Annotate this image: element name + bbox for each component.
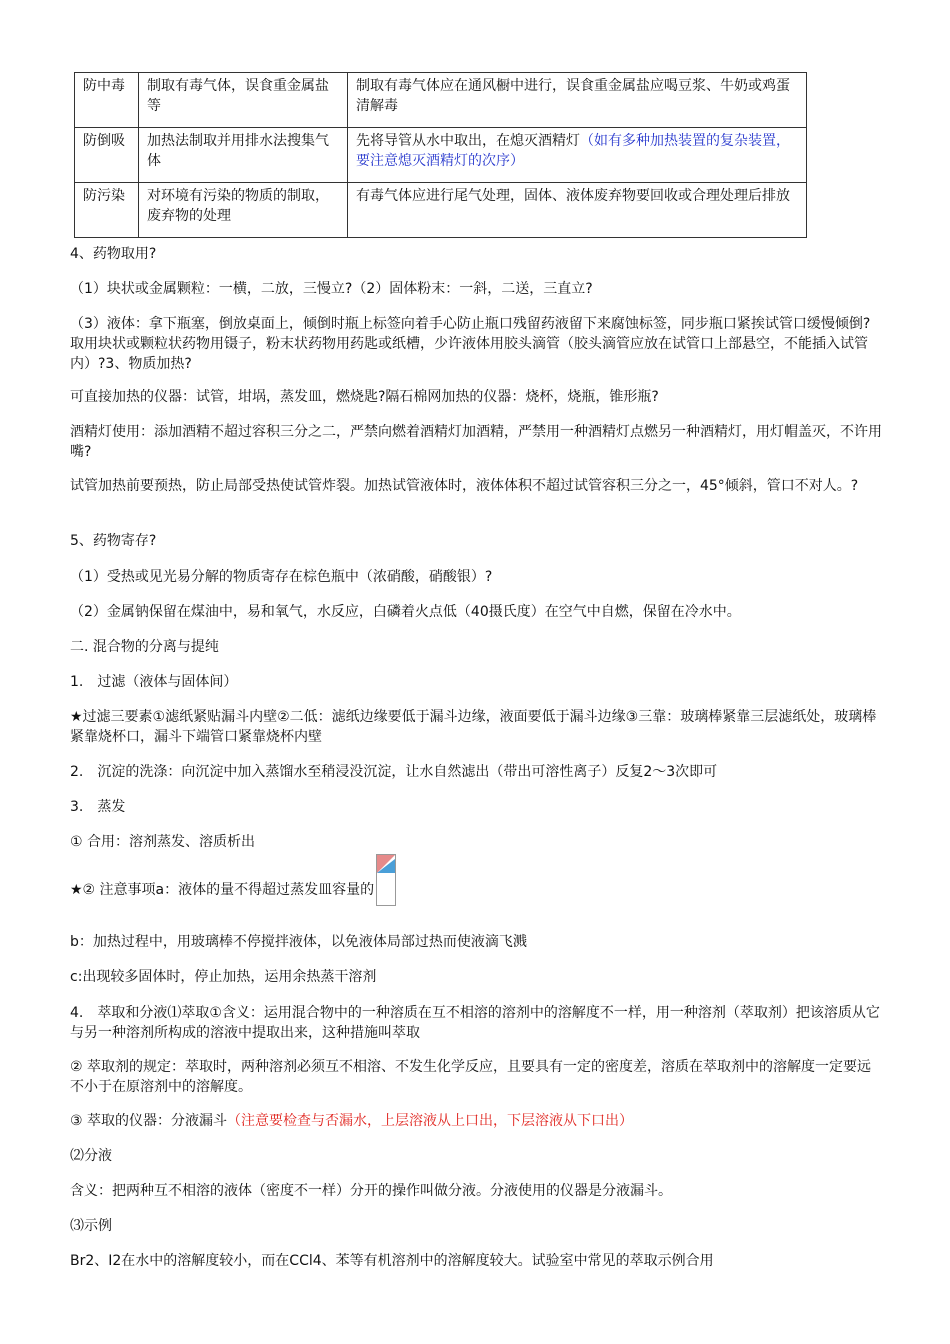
table-cell-situation: 对环境有污染的物质的制取，废弃物的处理 [139,183,348,238]
table-cell-measure [348,128,807,183]
table-cell-situation: 加热法制取并用排水法搜集气体 [139,128,348,183]
measure-text: 有毒气体应进行尾气处理，固体、液体废弃物要回收或合理处理后排放 [356,188,790,204]
paragraph-liquid-reagents: （3）液体：拿下瓶塞，倒放桌面上，倾倒时瓶上标签向着手心防止瓶口残留药液留下来腐蚀标签，同步瓶口紧挨试管口缓慢倾倒?取用块状或颗粒状药物用镊子，粉末状药物用药匙或纸槽，少许液体用胶头滴管（胶头滴管应放在试管口上部悬空，不能插入试管内）?3、物质加热? [70,316,871,372]
subheading-example: ⑶示例 [70,1218,112,1234]
table-cell-category: 防中毒 [75,73,139,128]
paragraph-evaporation-note-b: b：加热过程中，用玻璃棒不停搅拌液体，以免液体局部过热而使液滴飞溅 [70,934,527,950]
paragraph-evaporation-use: ① 合用：溶剂蒸发、溶质析出 [70,834,256,850]
measure-note: （如有多种加热装置的复杂装置，要注意熄灭酒精灯的次序） [356,133,790,169]
paragraph-alcohol-lamp: 酒精灯使用：添加酒精不超过容积三分之二，严禁向燃着酒精灯加酒精，严禁用一种酒精灯点燃另一种酒精灯，用灯帽盖灭，不许用嘴? [70,424,882,460]
measure-text: 制取有毒气体应在通风橱中进行，误食重金属盐应喝豆浆、牛奶或鸡蛋清解毒 [356,78,790,114]
section-heading-reagent-storage: 5、药物寄存? [70,533,157,549]
instrument-text: ③ 萃取的仪器：分液漏斗 [70,1113,228,1129]
table-row [75,128,807,183]
table-row [75,73,807,128]
subheading-liquid-separation: ⑵分液 [70,1148,112,1164]
table-cell-measure [348,73,807,128]
paragraph-sodium-phosphorus: （2）金属钠保留在煤油中，易和氧气，水反应，白磷着火点低（40摄氏度）在空气中自燃，保留在冷水中。 [70,604,741,620]
paragraph-extraction-definition: 4. 萃取和分液⑴萃取①含义：运用混合物中的一种溶质在互不相溶的溶剂中的溶解度不一样，用一种溶剂（萃取剂）把该溶质从它与另一种溶剂所构成的溶液中提取出来，这种措施叫萃取 [70,1005,880,1041]
paragraph-extractant-rules: ② 萃取剂的规定：萃取时，两种溶剂必须互不相溶、不发生化学反应，且要具有一定的密度差，溶质在萃取剂中的溶解度一定要远不小于在原溶剂中的溶解度。 [70,1059,871,1095]
table-cell-situation: 制取有毒气体，误食重金属盐等 [139,73,348,128]
paragraph-solid-reagents: （1）块状或金属颗粒：一横，二放，三慢立?（2）固体粉末：一斜，二送，三直立? [70,281,593,297]
section-heading-reagent-use: 4、药物取用? [70,246,157,262]
paragraph-test-tube-heating: 试管加热前要预热，防止局部受热使试管炸裂。加热试管液体时，液体体积不超过试管容积三分之一，45°倾斜，管口不对人。? [70,478,859,494]
table-row [75,183,807,238]
subheading-filtration: 1. 过滤（液体与固体间） [70,674,238,690]
table-cell-category: 防污染 [75,183,139,238]
paragraph-filtration-rules: ★过滤三要素①滤纸紧贴漏斗内壁②二低：滤纸边缘要低于漏斗边缘，液面要低于漏斗边缘③三靠：玻璃棒紧靠三层滤纸处，玻璃棒紧靠烧杯口，漏斗下端管口紧靠烧杯内壁 [70,709,877,745]
instrument-note: （注意要检查与否漏水，上层溶液从上口出，下层溶液从下口出） [227,1113,634,1129]
paragraph-evaporation-note-c: c:出现较多固体时，停止加热，运用余热蒸干溶剂 [70,969,377,985]
paragraph-example: Br2、I2在水中的溶解度较小，而在CCl4、苯等有机溶剂中的溶解度较大。试验室中常见的萃取示例合用 [70,1253,714,1269]
subheading-evaporation: 3. 蒸发 [70,799,126,815]
measure-text: 先将导管从水中取出，在熄灭酒精灯 [356,133,580,149]
note-a-text: ★② 注意事项a：液体的量不得超过蒸发皿容量的 [70,882,375,898]
paragraph-separation-definition: 含义：把两种互不相溶的液体（密度不一样）分开的操作叫做分液。分液使用的仪器是分液漏斗。 [70,1183,672,1199]
paragraph-heating-instruments: 可直接加热的仪器：试管，坩埚，蒸发皿，燃烧匙?隔石棉网加热的仪器：烧杯，烧瓶，锥形瓶? [70,389,659,405]
table-cell-category: 防倒吸 [75,128,139,183]
table-cell-measure [348,183,807,238]
paragraph-extraction-instrument [70,1111,882,1131]
lab-safety-table [74,72,807,238]
broken-image-icon [376,854,396,906]
paragraph-evaporation-note-a [70,880,882,906]
paragraph-brown-bottle: （1）受热或见光易分解的物质寄存在棕色瓶中（浓硝酸，硝酸银）? [70,569,493,585]
paragraph-precipitate-washing: 2. 沉淀的洗涤：向沉淀中加入蒸馏水至稍浸没沉淀，让水自然滤出（带出可溶性离子）反复2～3次即可 [70,764,718,780]
section-heading-separation: 二. 混合物的分离与提纯 [70,639,219,655]
